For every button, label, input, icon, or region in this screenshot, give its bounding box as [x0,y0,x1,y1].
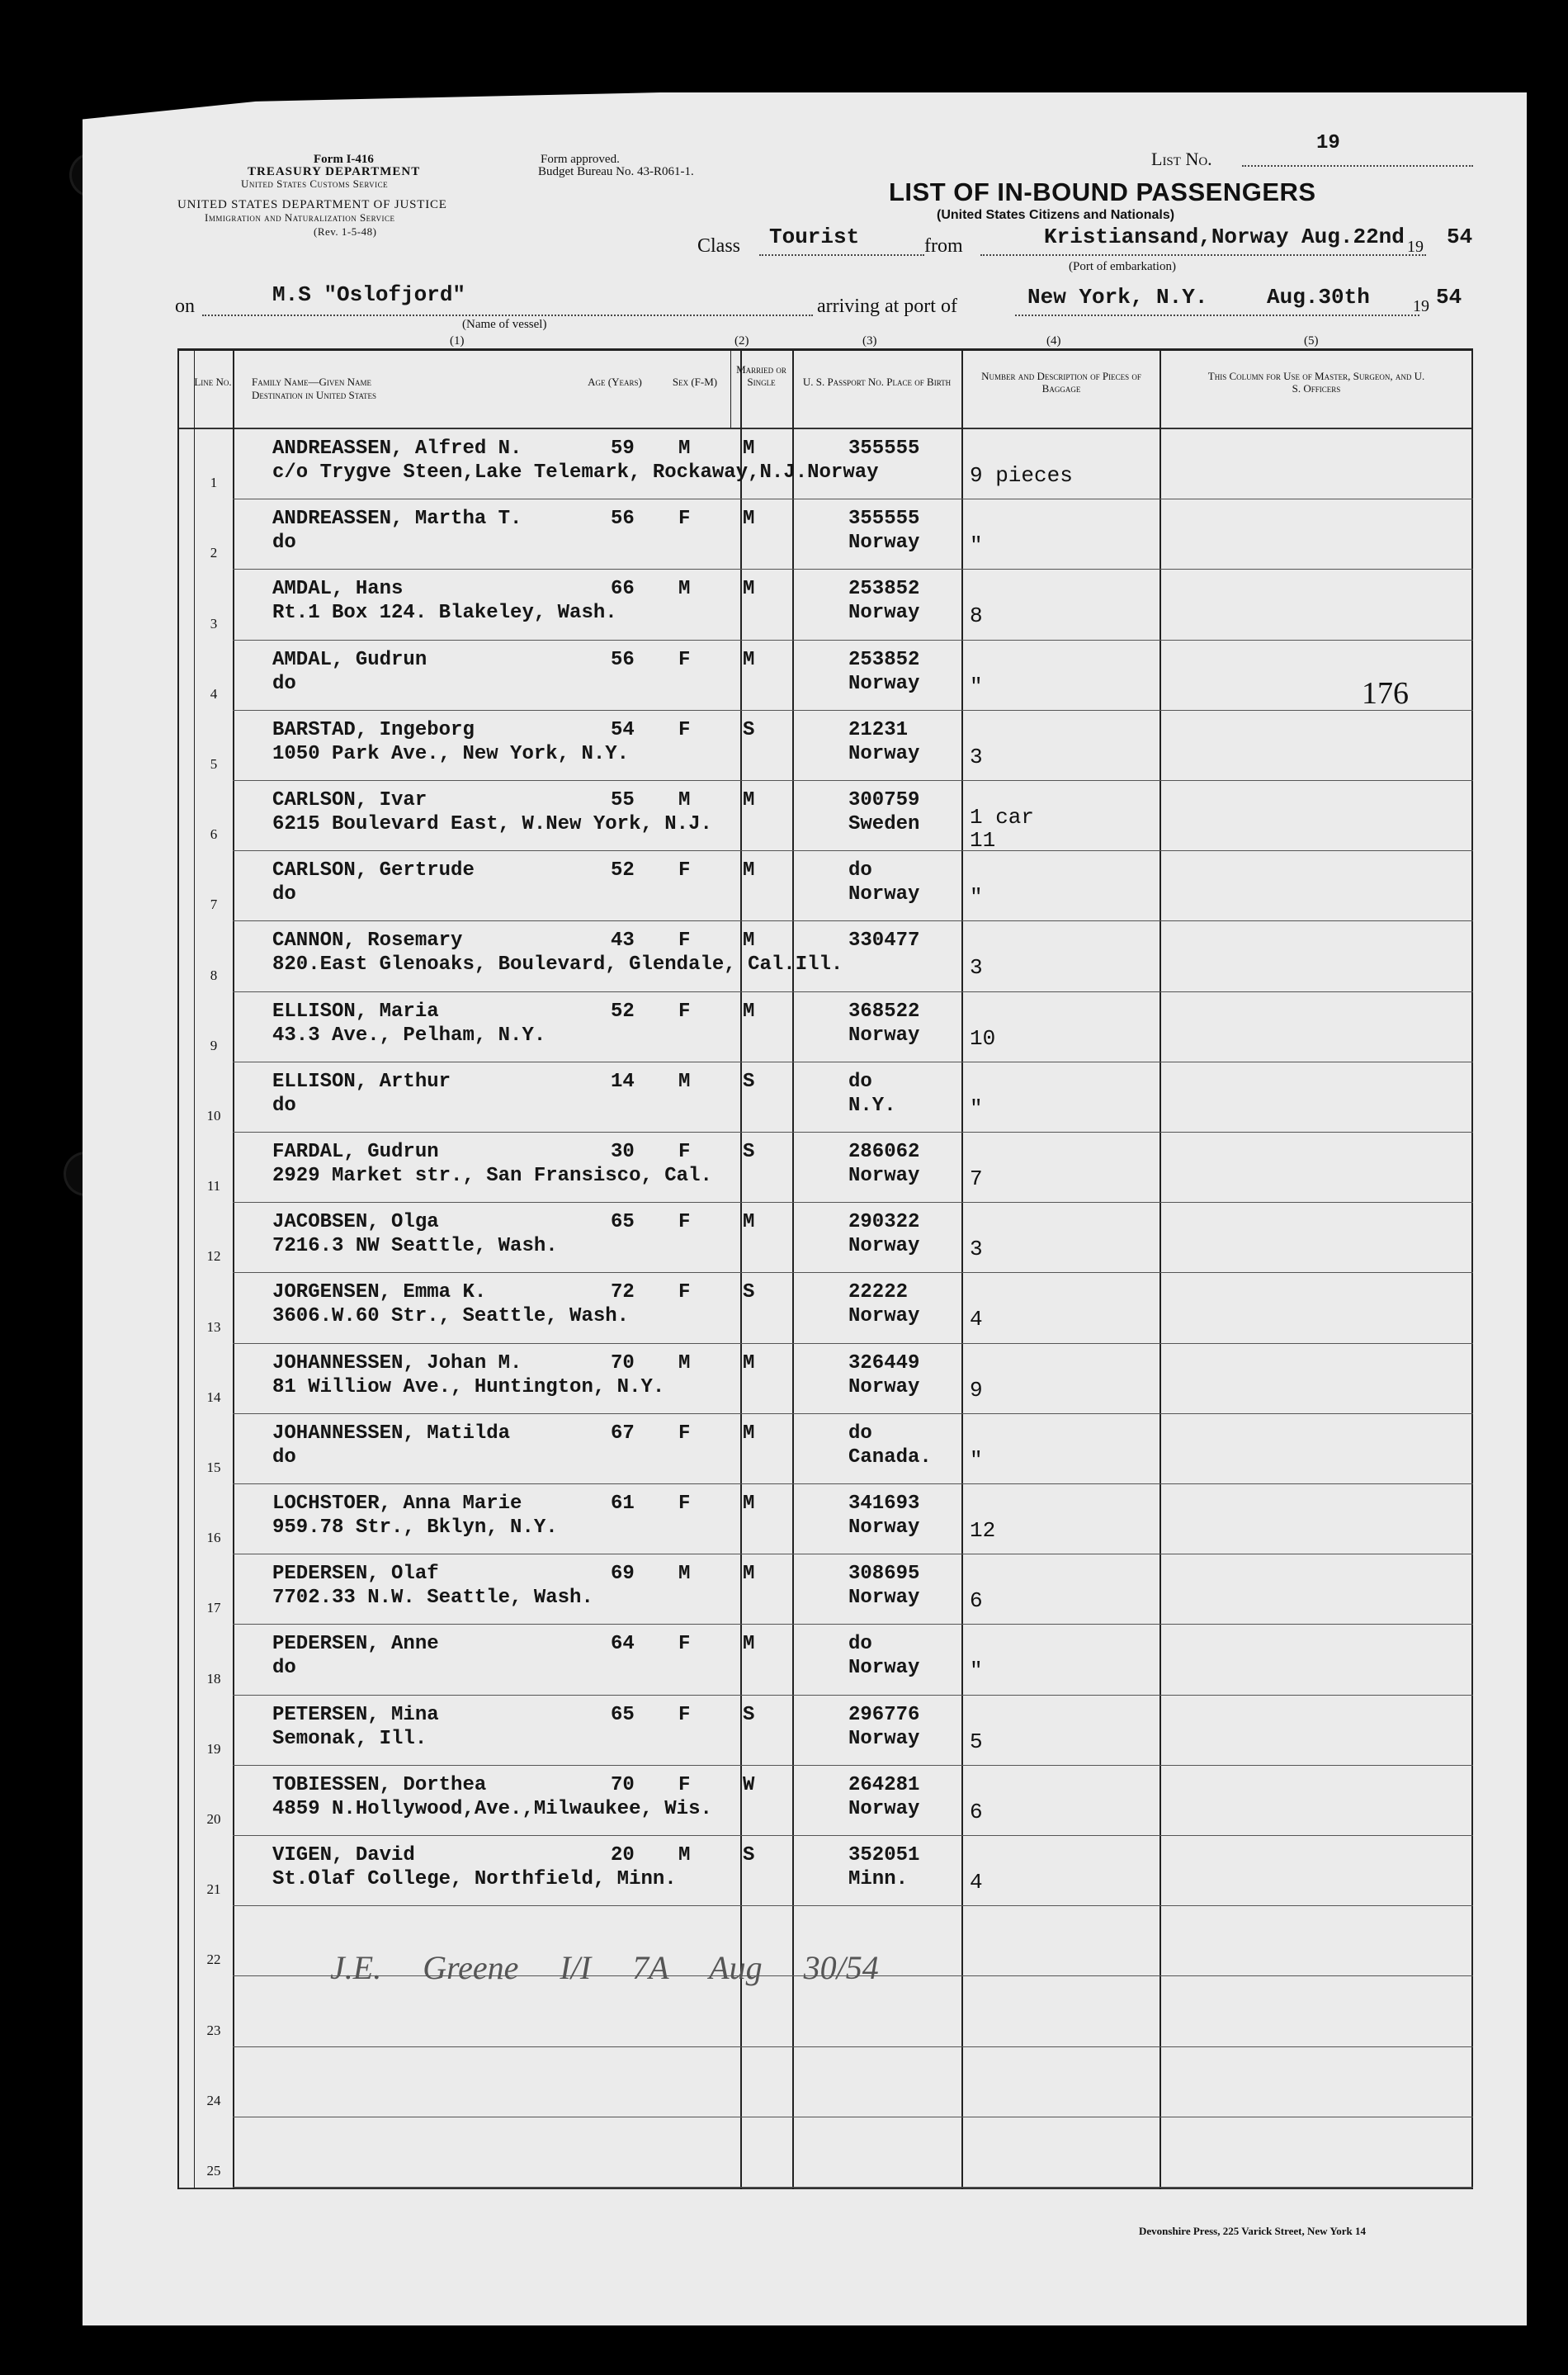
passenger-sex: M [678,1070,691,1093]
passenger-destination: 81 Williow Ave., Huntington, N.Y. [272,1375,665,1398]
line-number: 24 [206,2092,221,2108]
passport-number: do [848,1633,872,1656]
passenger-name: CARLSON, Gertrude [272,859,475,882]
passenger-marital-status: M [743,859,755,882]
place-of-birth: Norway [848,1587,920,1610]
baggage-count: 7 [970,1166,983,1191]
baggage-count: 9 [970,1377,983,1403]
baggage-count: " [970,533,983,559]
passenger-destination: c/o Trygve Steen,Lake Telemark, Rockaway,N.J.Norway [272,461,879,484]
passenger-marital-status: M [743,1000,755,1023]
passport-number: 300759 [848,789,920,811]
form-number: Form I-416 [314,153,374,166]
passenger-destination: Semonak, Ill. [272,1727,427,1750]
passenger-age: 43 [611,930,635,953]
passenger-name: LOCHSTOER, Anna Marie [272,1493,522,1515]
customs-service: United States Customs Service [241,177,389,190]
passenger-age: 72 [611,1281,635,1304]
row-divider [233,640,1473,641]
place-of-birth: Minn. [848,1868,909,1890]
passenger-age: 69 [611,1563,635,1586]
passenger-sex: M [678,1563,691,1586]
row-divider [233,1413,1473,1414]
col-header-passport: U. S. Passport No. Place of Birth [802,376,952,388]
passenger-marital-status: M [743,930,755,953]
passenger-destination: 43.3 Ave., Pelham, N.Y. [272,1024,546,1047]
passenger-age: 64 [611,1633,635,1656]
col-header-line: Line No. [194,376,232,388]
passenger-age: 20 [611,1844,635,1866]
passport-number: 355555 [848,438,920,460]
passenger-marital-status: M [743,1351,755,1374]
line-number: 21 [206,1881,221,1898]
line-number: 12 [206,1248,221,1265]
list-no-value: 19 [1316,132,1340,154]
col-num: (4) [1046,334,1061,348]
passport-number: do [848,859,872,882]
passenger-age: 67 [611,1422,635,1445]
line-number: 6 [210,826,218,843]
place-of-birth: Norway [848,1024,920,1047]
passenger-marital-status: S [743,1703,755,1726]
row-divider [233,1765,1473,1766]
baggage-count: 4 [970,1307,983,1332]
embark-port: Kristiansand,Norway Aug.22nd [1044,225,1405,249]
line-number: 18 [206,1670,221,1687]
passenger-destination: 2929 Market str., San Fransisco, Cal. [272,1165,712,1187]
row-divider [233,850,1473,851]
line-number: 7 [210,897,218,913]
passenger-name: ANDREASSEN, Martha T. [272,508,522,531]
line-number: 19 [206,1740,221,1757]
passenger-marital-status: M [743,508,755,531]
place-of-birth: Norway [848,672,920,695]
on-label: on [175,296,195,317]
list-no-label: List No. [1151,149,1212,169]
printer-imprint: Devonshire Press, 225 Varick Street, New York 14 [1139,2225,1367,2237]
place-of-birth: Norway [848,1657,920,1680]
baggage-count: " [970,1658,983,1684]
revision: (Rev. 1-5-48) [314,225,377,238]
passenger-age: 59 [611,438,635,460]
passenger-destination: 3606.W.60 Str., Seattle, Wash. [272,1305,630,1328]
line-number: 23 [206,2022,221,2038]
baggage-count: 12 [970,1518,996,1543]
row-divider [233,2046,1473,2047]
passenger-destination: do [272,883,296,906]
place-of-birth: Norway [848,1727,920,1750]
passenger-name: CARLSON, Ivar [272,789,427,811]
passenger-marital-status: M [743,1563,755,1586]
passenger-name: FARDAL, Gudrun [272,1141,439,1163]
arrival-year: 54 [1436,285,1462,310]
baggage-count: 5 [970,1729,983,1754]
line-number: 25 [206,2163,221,2179]
baggage-count: " [970,1447,983,1473]
col-num: (1) [450,334,465,348]
passport-number: 264281 [848,1773,920,1796]
passenger-name: ANDREASSEN, Alfred N. [272,438,522,460]
col-header-baggage: Number and Description of Pieces of Baggage [981,370,1141,395]
baggage-count: 6 [970,1799,983,1824]
passenger-marital-status: M [743,578,755,601]
line-number: 13 [206,1318,221,1335]
passport-number: 296776 [848,1703,920,1726]
baggage-count: 4 [970,1870,983,1895]
passenger-sex: F [678,1141,691,1163]
passenger-sex: F [678,1773,691,1796]
place-of-birth: Norway [848,1375,920,1398]
passenger-sex: F [678,1211,691,1234]
place-of-birth: Norway [848,1165,920,1187]
passport-number: 308695 [848,1563,920,1586]
passenger-destination: 4859 N.Hollywood,Ave.,Milwaukee, Wis. [272,1797,712,1820]
passenger-name: TOBIESSEN, Dorthea [272,1773,487,1796]
passenger-destination: do [272,1657,296,1680]
place-of-birth: Norway [848,1797,920,1820]
passenger-sex: F [678,1703,691,1726]
arrival-date: Aug.30th [1267,285,1370,310]
passenger-destination: 820.East Glenoaks, Boulevard, Glendale, Cal.Ill. [272,953,843,977]
passport-number: 341693 [848,1493,920,1515]
place-of-birth: Norway [848,1235,920,1258]
passenger-name: PEDERSEN, Anne [272,1633,439,1656]
col-num: (5) [1304,334,1319,348]
passenger-sex: F [678,508,691,531]
line-number: 17 [206,1600,221,1616]
passenger-destination: Rt.1 Box 124. Blakeley, Wash. [272,602,617,625]
line-number: 3 [210,615,218,632]
passenger-name: AMDAL, Gudrun [272,648,427,671]
passenger-name: PEDERSEN, Olaf [272,1563,439,1586]
passport-number: do [848,1422,872,1445]
passenger-marital-status: M [743,789,755,811]
line-number: 1 [210,475,218,491]
line-number: 4 [210,685,218,702]
passenger-sex: F [678,718,691,741]
col-num: (3) [862,334,877,348]
place-of-birth: Norway [848,1305,920,1328]
passenger-name: AMDAL, Hans [272,578,404,601]
line-number: 22 [206,1952,221,1968]
passport-number: 368522 [848,1000,920,1023]
passenger-sex: M [678,1351,691,1374]
passenger-marital-status: M [743,438,755,460]
place-of-birth: N.Y. [848,1094,896,1117]
passenger-age: 54 [611,718,635,741]
col-header-destination: Destination in United States [252,389,377,401]
passenger-sex: F [678,930,691,953]
passenger-sex: F [678,859,691,882]
passenger-name: VIGEN, David [272,1844,415,1866]
passenger-age: 56 [611,508,635,531]
place-of-birth: Norway [848,1516,920,1539]
row-divider [233,1905,1473,1906]
arriving-label: arriving at port of [817,296,957,317]
vessel-caption: (Name of vessel) [462,318,547,331]
baggage-count: 1 car 11 [970,805,1035,853]
class-value: Tourist [769,225,860,249]
treasury-dept: TREASURY DEPARTMENT [248,165,421,178]
passenger-destination: do [272,1445,296,1469]
row-divider [233,569,1473,570]
row-divider [233,2187,1473,2188]
passenger-name: JACOBSEN, Olga [272,1211,439,1234]
passenger-destination: St.Olaf College, Northfield, Minn. [272,1868,677,1890]
baggage-count: " [970,885,983,911]
col-num: (2) [734,334,749,348]
passenger-marital-status: S [743,1141,755,1163]
passenger-marital-status: S [743,1844,755,1866]
port-embark-caption: (Port of embarkation) [1069,260,1176,273]
passenger-name: BARSTAD, Ingeborg [272,718,475,741]
passenger-age: 61 [611,1493,635,1515]
passenger-destination: 7216.3 NW Seattle, Wash. [272,1235,558,1258]
col-header-sex: Sex (F-M) [672,376,718,388]
place-of-birth: Canada. [848,1445,932,1469]
row-divider [233,1835,1473,1836]
col-header-married: Married or Single [736,363,786,388]
passport-number: 253852 [848,648,920,671]
passenger-age: 55 [611,789,635,811]
passenger-age: 56 [611,648,635,671]
passenger-name: PETERSEN, Mina [272,1703,439,1726]
passenger-age: 70 [611,1773,635,1796]
baggage-count: 6 [970,1588,983,1614]
line-number: 5 [210,756,218,772]
baggage-count: " [970,1095,983,1121]
passenger-marital-status: W [743,1773,755,1796]
form-title: LIST OF IN-BOUND PASSENGERS [889,177,1316,206]
passenger-sex: F [678,1633,691,1656]
baggage-count: " [970,674,983,699]
line-number: 11 [206,1178,221,1195]
line-number: 20 [206,1811,221,1827]
line-number: 2 [210,545,218,561]
passenger-destination: 7702.33 N.W. Seattle, Wash. [272,1587,593,1610]
row-divider [233,710,1473,711]
from-label: from [924,235,963,257]
col-header-officers: This Column for Use of Master, Surgeon, and U. S. Officers [1207,370,1425,395]
baggage-count: 9 pieces [970,463,1073,488]
passenger-marital-status: M [743,1493,755,1515]
line-number: 14 [206,1389,221,1405]
passenger-age: 30 [611,1141,635,1163]
col-header-name: Family Name—Given Name [252,376,371,388]
baggage-count: 3 [970,1237,983,1262]
passport-number: 290322 [848,1211,920,1234]
passenger-destination: do [272,532,296,555]
passenger-sex: M [678,578,691,601]
passenger-sex: F [678,1000,691,1023]
passport-number: 253852 [848,578,920,601]
passenger-marital-status: M [743,1422,755,1445]
passenger-destination: do [272,1094,296,1117]
passenger-marital-status: S [743,1281,755,1304]
passenger-sex: F [678,1422,691,1445]
baggage-count: 8 [970,603,983,629]
passenger-age: 65 [611,1211,635,1234]
passenger-name: ELLISON, Maria [272,1000,439,1023]
row-divider [233,991,1473,992]
line-number: 9 [210,1037,218,1053]
passenger-destination: 6215 Boulevard East, W.New York, N.J. [272,813,712,835]
passenger-sex: F [678,648,691,671]
year-prefix: 19 [1407,238,1424,256]
passenger-age: 52 [611,1000,635,1023]
passenger-name: ELLISON, Arthur [272,1070,451,1093]
passenger-sex: M [678,438,691,460]
embark-year: 54 [1447,225,1473,249]
row-divider [233,920,1473,921]
class-label: Class [697,235,741,257]
line-number: 15 [206,1460,221,1475]
line-number: 8 [210,967,218,983]
row-divider [233,1272,1473,1273]
row-divider [233,1695,1473,1696]
col-header-age: Age (Years) [588,376,642,388]
row-divider [233,1483,1473,1484]
passenger-age: 52 [611,859,635,882]
passport-number: 330477 [848,930,920,953]
year-prefix: 19 [1413,297,1429,315]
passport-number: 286062 [848,1141,920,1163]
place-of-birth: Norway [848,602,920,625]
passport-number: 352051 [848,1844,920,1866]
passenger-name: JOHANNESSEN, Matilda [272,1422,511,1445]
passenger-marital-status: S [743,718,755,741]
justice-dept: UNITED STATES DEPARTMENT OF JUSTICE [177,198,447,211]
passenger-sex: M [678,789,691,811]
form-approved: Form approved. [541,153,620,166]
passenger-name: CANNON, Rosemary [272,930,463,953]
baggage-count: 3 [970,744,983,769]
budget-bureau: Budget Bureau No. 43-R061-1. [538,165,694,178]
passport-number: 326449 [848,1351,920,1374]
passenger-destination: do [272,672,296,695]
passenger-sex: F [678,1493,691,1515]
place-of-birth: Sweden [848,813,920,835]
line-number: 16 [206,1530,221,1546]
row-divider [233,1343,1473,1344]
baggage-count: 10 [970,1025,996,1051]
place-of-birth: Norway [848,742,920,765]
passenger-sex: F [678,1281,691,1304]
passenger-marital-status: M [743,1211,755,1234]
baggage-count: 3 [970,955,983,981]
passport-number: 355555 [848,508,920,531]
passenger-marital-status: M [743,1633,755,1656]
passport-number: 21231 [848,718,909,741]
passenger-marital-status: S [743,1070,755,1093]
inspector-signature: J.E. Greene I/I 7A Aug 30/54 [330,1949,879,1986]
passenger-marital-status: M [743,648,755,671]
vessel-name: M.S "Oslofjord" [272,282,466,307]
passenger-name: JOHANNESSEN, Johan M. [272,1351,522,1374]
line-number: 10 [206,1108,221,1124]
place-of-birth: Norway [848,883,920,906]
passenger-age: 65 [611,1703,635,1726]
ins-service: Immigration and Naturalization Service [205,211,395,224]
arrival-port: New York, N.Y. [1027,285,1208,310]
row-divider [233,1132,1473,1133]
form-subtitle: (United States Citizens and Nationals) [937,208,1175,222]
row-divider [233,1202,1473,1203]
officer-note: 176 [1362,676,1409,711]
passenger-destination: 1050 Park Ave., New York, N.Y. [272,742,630,765]
passenger-destination: 959.78 Str., Bklyn, N.Y. [272,1516,558,1539]
passport-number: 22222 [848,1281,909,1304]
passenger-sex: M [678,1844,691,1866]
row-divider [233,1624,1473,1625]
passenger-age: 14 [611,1070,635,1093]
passport-number: do [848,1070,872,1093]
passenger-age: 66 [611,578,635,601]
passenger-name: JORGENSEN, Emma K. [272,1281,487,1304]
passenger-age: 70 [611,1351,635,1374]
place-of-birth: Norway [848,532,920,555]
row-divider [233,780,1473,781]
